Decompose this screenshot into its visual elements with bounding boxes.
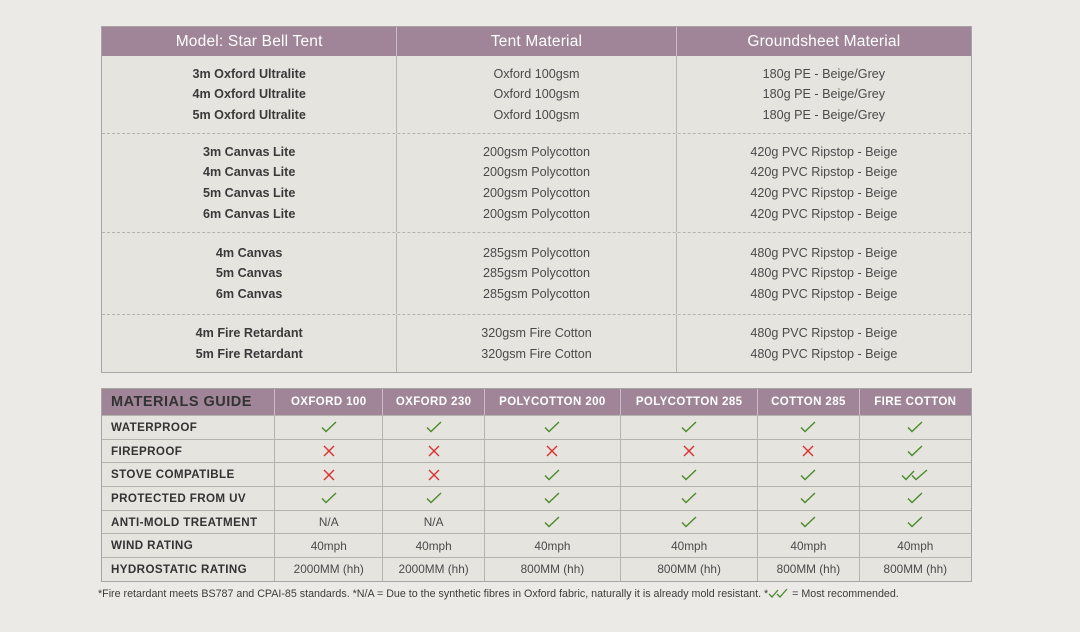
materials-guide-header xyxy=(102,389,971,415)
model-name: 6m Canvas xyxy=(215,286,283,301)
cell-value: 2000MM (hh) xyxy=(398,562,469,577)
cell-value: 40mph xyxy=(310,538,347,553)
column-header: POLYCOTTON 200 xyxy=(485,389,621,415)
groundsheet-material: 420g PVC Ripstop - Beige xyxy=(750,165,898,180)
table-row xyxy=(102,533,971,557)
model-name: 5m Fire Retardant xyxy=(195,346,303,361)
table-cell xyxy=(275,558,383,581)
tent-material: 285gsm Polycotton xyxy=(482,286,591,301)
materials-guide-table xyxy=(101,388,972,582)
spec-table xyxy=(101,26,972,373)
row-label: ANTI-MOLD TREATMENT xyxy=(102,511,275,534)
model-name: 3m Oxford Ultralite xyxy=(192,66,306,81)
check-icon xyxy=(621,511,758,534)
header-model: Model: Star Bell Tent xyxy=(102,27,397,56)
cell-value: 800MM (hh) xyxy=(776,562,841,577)
check-icon xyxy=(383,487,484,510)
materials-guide-title: MATERIALS GUIDE xyxy=(102,389,275,415)
model-name: 3m Canvas Lite xyxy=(202,144,296,159)
check-icon xyxy=(485,463,621,486)
spec-table-header xyxy=(102,27,971,56)
tent-material-cell xyxy=(397,134,676,232)
table-row xyxy=(102,415,971,439)
table-cell xyxy=(275,534,383,557)
table-cell xyxy=(383,558,484,581)
groundsheet-material: 420g PVC Ripstop - Beige xyxy=(750,206,898,221)
tent-material: 320gsm Fire Cotton xyxy=(481,346,592,361)
model-name-cell xyxy=(102,56,397,133)
model-name: 5m Canvas xyxy=(215,266,283,281)
model-name: 5m Canvas Lite xyxy=(202,186,296,200)
groundsheet-material-cell xyxy=(677,315,971,372)
column-header: COTTON 285 xyxy=(758,389,859,415)
groundsheet-material: 180g PE - Beige/Grey xyxy=(762,87,886,102)
cell-value: 800MM (hh) xyxy=(883,562,948,577)
check-icon xyxy=(860,440,971,463)
check-icon xyxy=(275,487,383,510)
groundsheet-material: 420g PVC Ripstop - Beige xyxy=(750,144,898,159)
tent-material: 200gsm Polycotton xyxy=(482,186,591,200)
check-icon xyxy=(860,416,971,439)
table-row xyxy=(102,439,971,463)
tent-material: 200gsm Polycotton xyxy=(482,206,591,221)
table-cell xyxy=(621,534,758,557)
footnote-text: *Fire retardant meets BS787 and CPAI-85 standards. *N/A = Due to the synthetic fibres in Oxford fabric, naturally it is already mold resistant. * xyxy=(98,588,769,600)
cell-value: 800MM (hh) xyxy=(657,562,721,577)
groundsheet-material: 480g PVC Ripstop - Beige xyxy=(750,346,898,361)
cell-value: 40mph xyxy=(671,538,708,553)
model-name: 4m Canvas Lite xyxy=(202,165,296,180)
groundsheet-material: 180g PE - Beige/Grey xyxy=(762,107,886,122)
spec-group xyxy=(102,56,971,133)
check-icon xyxy=(383,416,484,439)
tent-material: 200gsm Polycotton xyxy=(482,165,591,180)
table-cell xyxy=(275,511,383,534)
tent-material-cell xyxy=(397,315,676,372)
cell-value: N/A xyxy=(423,515,444,530)
cross-icon xyxy=(275,440,383,463)
tent-material: 320gsm Fire Cotton xyxy=(481,325,592,340)
check-icon xyxy=(485,487,621,510)
table-row xyxy=(102,486,971,510)
groundsheet-material: 480g PVC Ripstop - Beige xyxy=(750,266,898,281)
tent-material: Oxford 100gsm xyxy=(493,87,580,102)
model-name: 5m Oxford Ultralite xyxy=(192,107,306,122)
tent-material: Oxford 100gsm xyxy=(493,66,580,81)
check-icon xyxy=(621,463,758,486)
cell-value: 40mph xyxy=(534,538,571,553)
table-row xyxy=(102,557,971,581)
table-cell xyxy=(621,558,758,581)
footnote xyxy=(98,588,899,600)
groundsheet-material-cell xyxy=(677,56,971,133)
table-cell xyxy=(758,558,859,581)
table-cell xyxy=(383,534,484,557)
cross-icon xyxy=(621,440,758,463)
table-cell xyxy=(485,534,621,557)
footnote-legend-text: = Most recommended. xyxy=(789,588,899,600)
groundsheet-material-cell xyxy=(677,134,971,232)
check-icon xyxy=(485,416,621,439)
spec-group xyxy=(102,314,971,372)
column-header: FIRE COTTON xyxy=(874,396,957,408)
table-cell xyxy=(860,534,971,557)
cross-icon xyxy=(383,463,484,486)
model-name-cell xyxy=(102,315,397,372)
spec-group xyxy=(102,133,971,232)
groundsheet-material: 480g PVC Ripstop - Beige xyxy=(750,286,898,301)
cell-value: 800MM (hh) xyxy=(520,562,585,577)
tent-material: 285gsm Polycotton xyxy=(482,245,591,260)
model-name: 4m Fire Retardant xyxy=(195,325,303,340)
model-name: 4m Canvas xyxy=(215,245,283,260)
check-icon xyxy=(860,487,971,510)
row-label: STOVE COMPATIBLE xyxy=(102,463,275,486)
cell-value: 2000MM (hh) xyxy=(293,562,364,577)
cross-icon xyxy=(383,440,484,463)
check-icon xyxy=(758,463,859,486)
check-icon xyxy=(860,511,971,534)
tent-material: 285gsm Polycotton xyxy=(482,266,591,281)
check-icon xyxy=(621,416,758,439)
spec-group xyxy=(102,232,971,314)
groundsheet-material: 480g PVC Ripstop - Beige xyxy=(750,325,898,340)
groundsheet-material-cell xyxy=(677,233,971,314)
tent-material-cell xyxy=(397,56,676,133)
cross-icon xyxy=(275,463,383,486)
double-check-icon xyxy=(860,463,971,486)
groundsheet-material: 180g PE - Beige/Grey xyxy=(762,66,886,81)
cell-value: 40mph xyxy=(415,538,452,553)
model-name-cell xyxy=(102,233,397,314)
table-cell xyxy=(758,534,859,557)
double-check-icon xyxy=(768,588,789,600)
model-name-cell xyxy=(102,134,397,232)
cell-value: 40mph xyxy=(790,538,827,553)
table-cell xyxy=(485,558,621,581)
groundsheet-material: 420g PVC Ripstop - Beige xyxy=(750,186,898,200)
check-icon xyxy=(621,487,758,510)
tent-material: Oxford 100gsm xyxy=(493,107,580,122)
model-name: 4m Oxford Ultralite xyxy=(192,87,306,102)
table-cell xyxy=(383,511,484,534)
tent-material: 200gsm Polycotton xyxy=(482,144,591,159)
column-header: OXFORD 230 xyxy=(383,389,484,415)
table-row xyxy=(102,462,971,486)
header-tent-material: Tent Material xyxy=(397,27,676,56)
table-row xyxy=(102,510,971,534)
check-icon xyxy=(485,511,621,534)
row-label: HYDROSTATIC RATING xyxy=(102,558,275,581)
cross-icon xyxy=(485,440,621,463)
row-label: PROTECTED FROM UV xyxy=(102,487,275,510)
column-header: OXFORD 100 xyxy=(275,389,383,415)
cell-value: 40mph xyxy=(897,538,934,553)
column-header: POLYCOTTON 285 xyxy=(621,389,758,415)
check-icon xyxy=(275,416,383,439)
check-icon xyxy=(758,511,859,534)
groundsheet-material: 480g PVC Ripstop - Beige xyxy=(750,245,898,260)
header-groundsheet-material: Groundsheet Material xyxy=(747,32,901,50)
row-label: WIND RATING xyxy=(102,534,275,557)
cross-icon xyxy=(758,440,859,463)
model-name: 6m Canvas Lite xyxy=(202,206,296,221)
tent-material-cell xyxy=(397,233,676,314)
check-icon xyxy=(758,487,859,510)
row-label: FIREPROOF xyxy=(102,440,275,463)
cell-value: N/A xyxy=(318,515,339,530)
check-icon xyxy=(758,416,859,439)
row-label: WATERPROOF xyxy=(102,416,275,439)
table-cell xyxy=(860,558,971,581)
